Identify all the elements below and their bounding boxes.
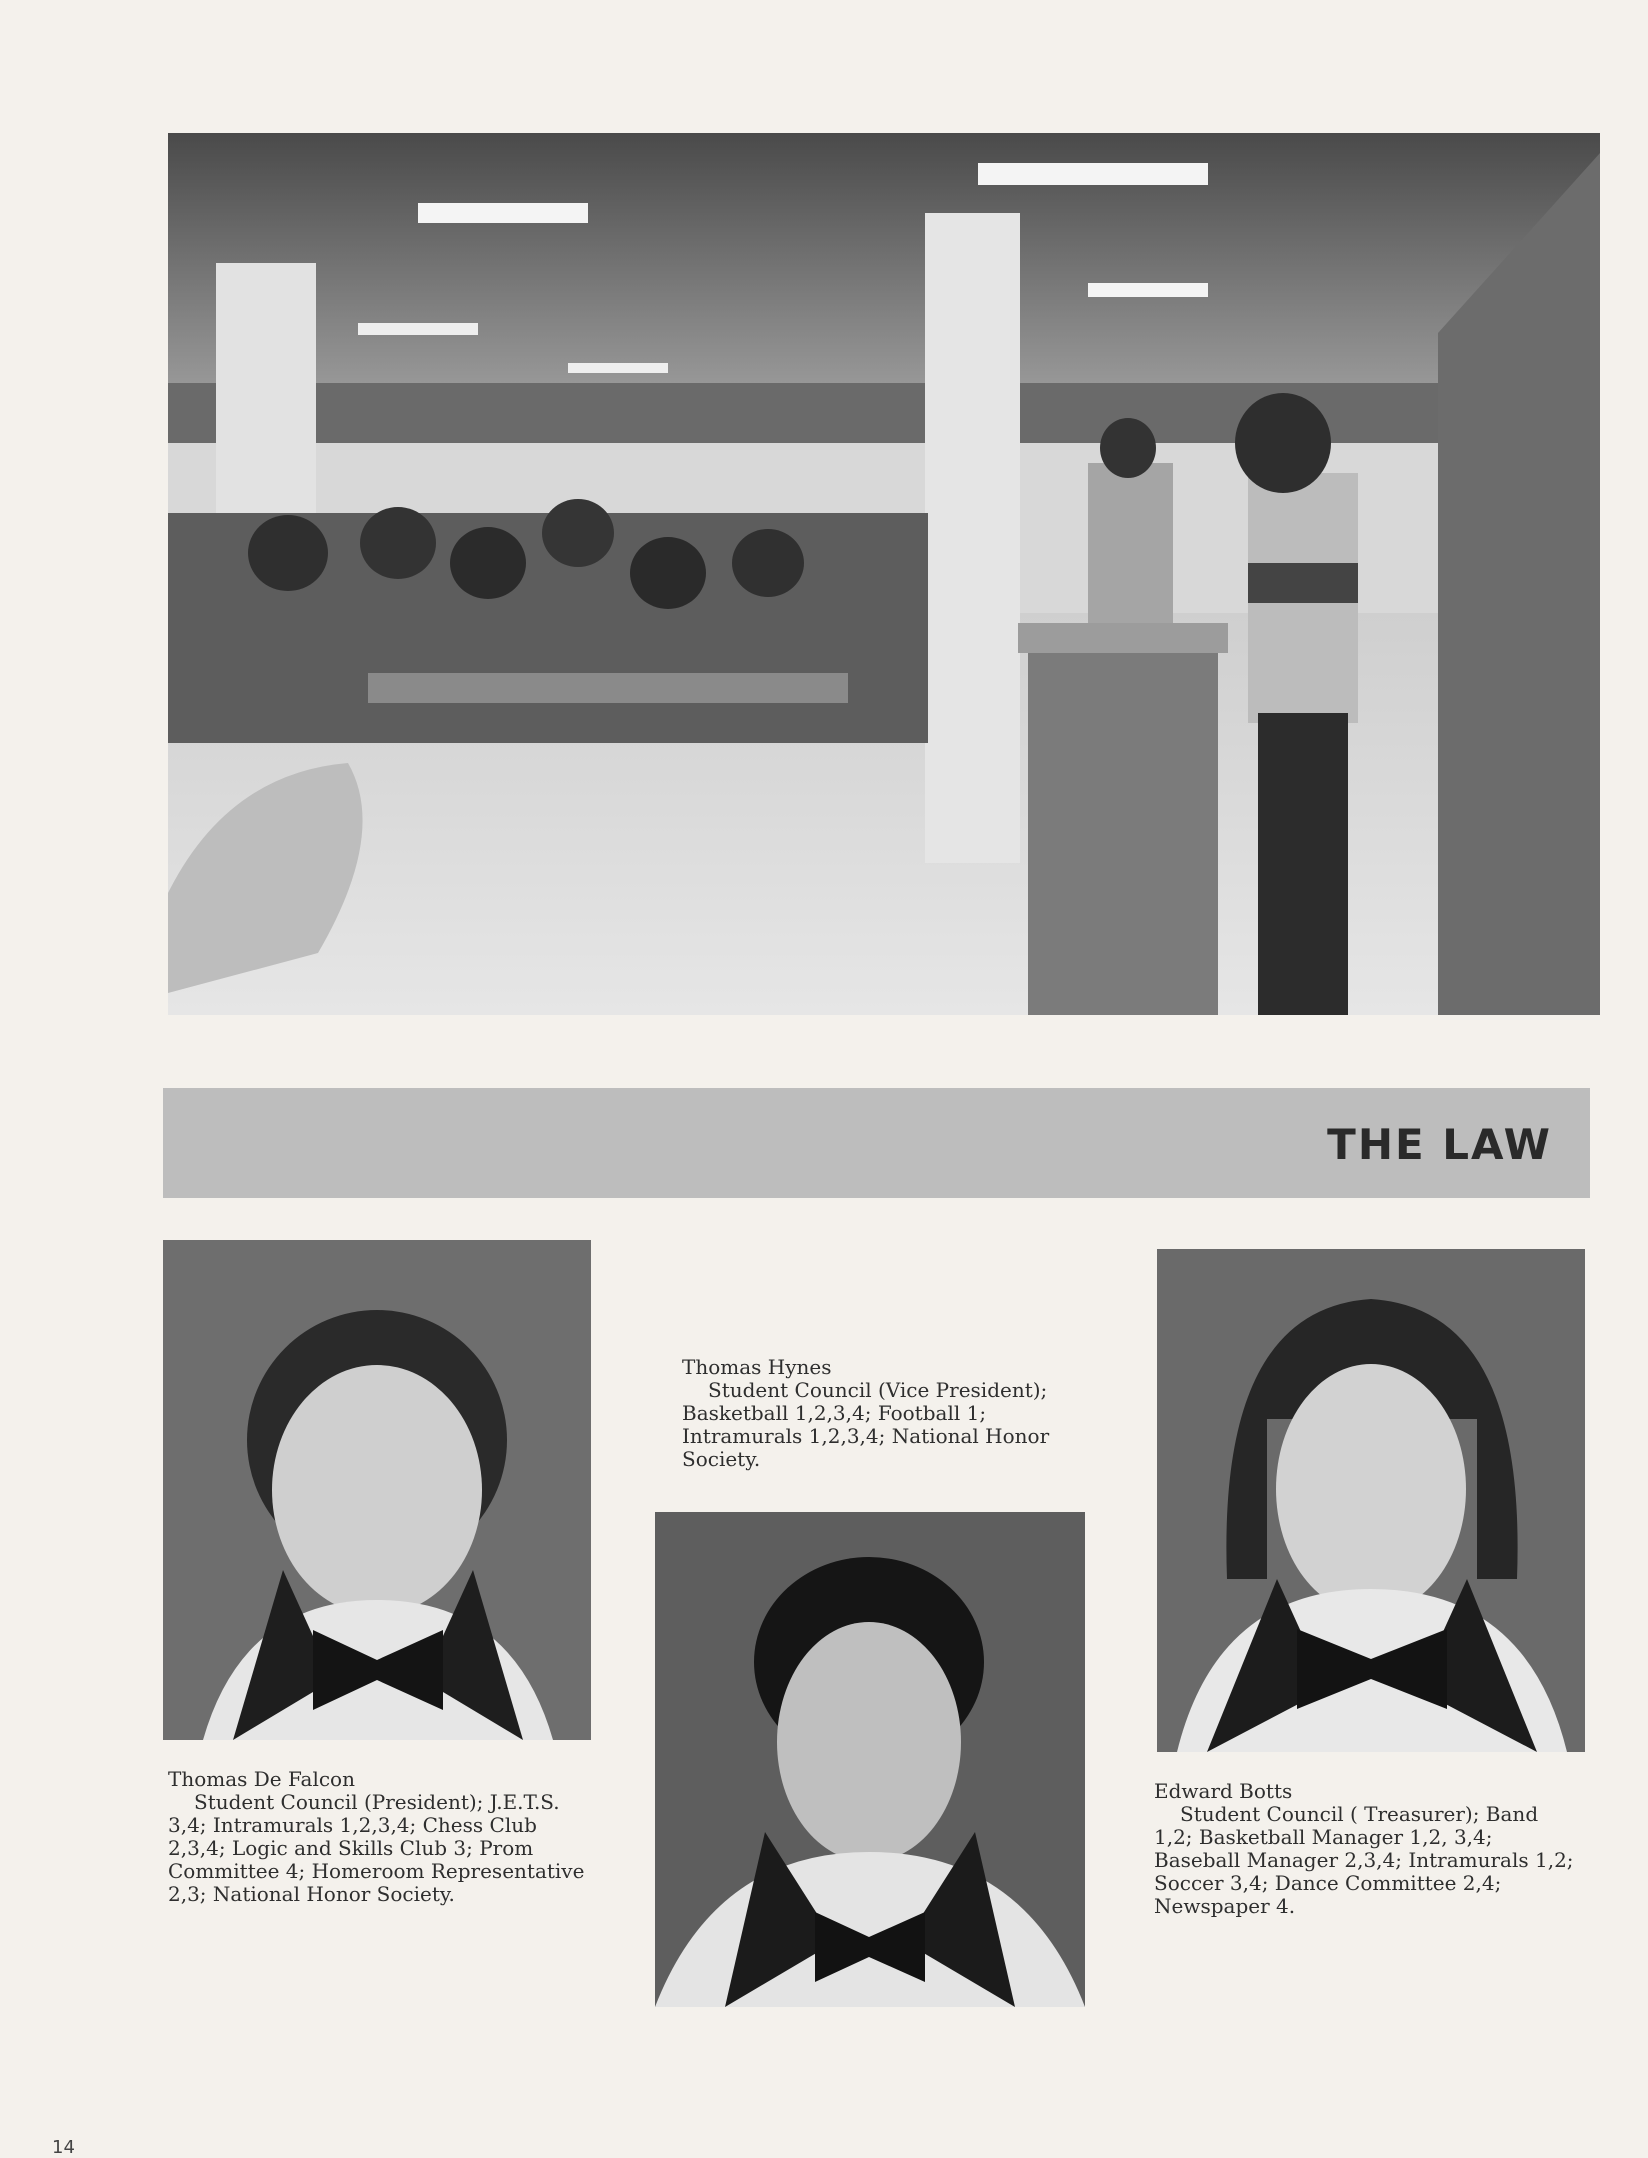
portrait-photo-1 — [163, 1240, 591, 1740]
portrait-photo-icon — [655, 1512, 1085, 2007]
meeting-room-photo-icon — [168, 133, 1600, 1015]
section-banner — [163, 1088, 1590, 1198]
person-bio: Student Council ( Treasurer); Band 1,2; Basketball Manager 1,2, 3,4; Baseball Manager 2,3,4; Intramurals 1,2; Soccer 3,4; Dance Committee 2,4; Newspaper 4. — [1154, 1802, 1574, 1918]
portrait-photo-icon — [1157, 1249, 1585, 1752]
caption-thomas-de-falcon — [168, 1768, 588, 1906]
caption-thomas-hynes — [682, 1356, 1082, 1471]
portrait-photo-2 — [655, 1512, 1085, 2007]
caption-edward-botts — [1154, 1780, 1579, 1918]
person-name: Thomas Hynes — [682, 1355, 832, 1379]
meeting-room-photo — [168, 133, 1600, 1015]
person-name: Thomas De Falcon — [168, 1767, 355, 1791]
portrait-photo-3 — [1157, 1249, 1585, 1752]
portrait-photo-icon — [163, 1240, 591, 1740]
section-title: THE LAW — [1327, 1120, 1552, 1169]
page-number: 14 — [52, 2137, 75, 2158]
person-bio: Student Council (Vice President); Basketball 1,2,3,4; Football 1; Intramurals 1,2,3,4; National Honor Society. — [682, 1378, 1050, 1471]
person-bio: Student Council (President); J.E.T.S. 3,4; Intramurals 1,2,3,4; Chess Club 2,3,4; Logic and Skills Club 3; Prom Committee 4; Homeroom Representative 2,3; National Honor Society. — [168, 1790, 585, 1906]
person-name: Edward Botts — [1154, 1779, 1293, 1803]
